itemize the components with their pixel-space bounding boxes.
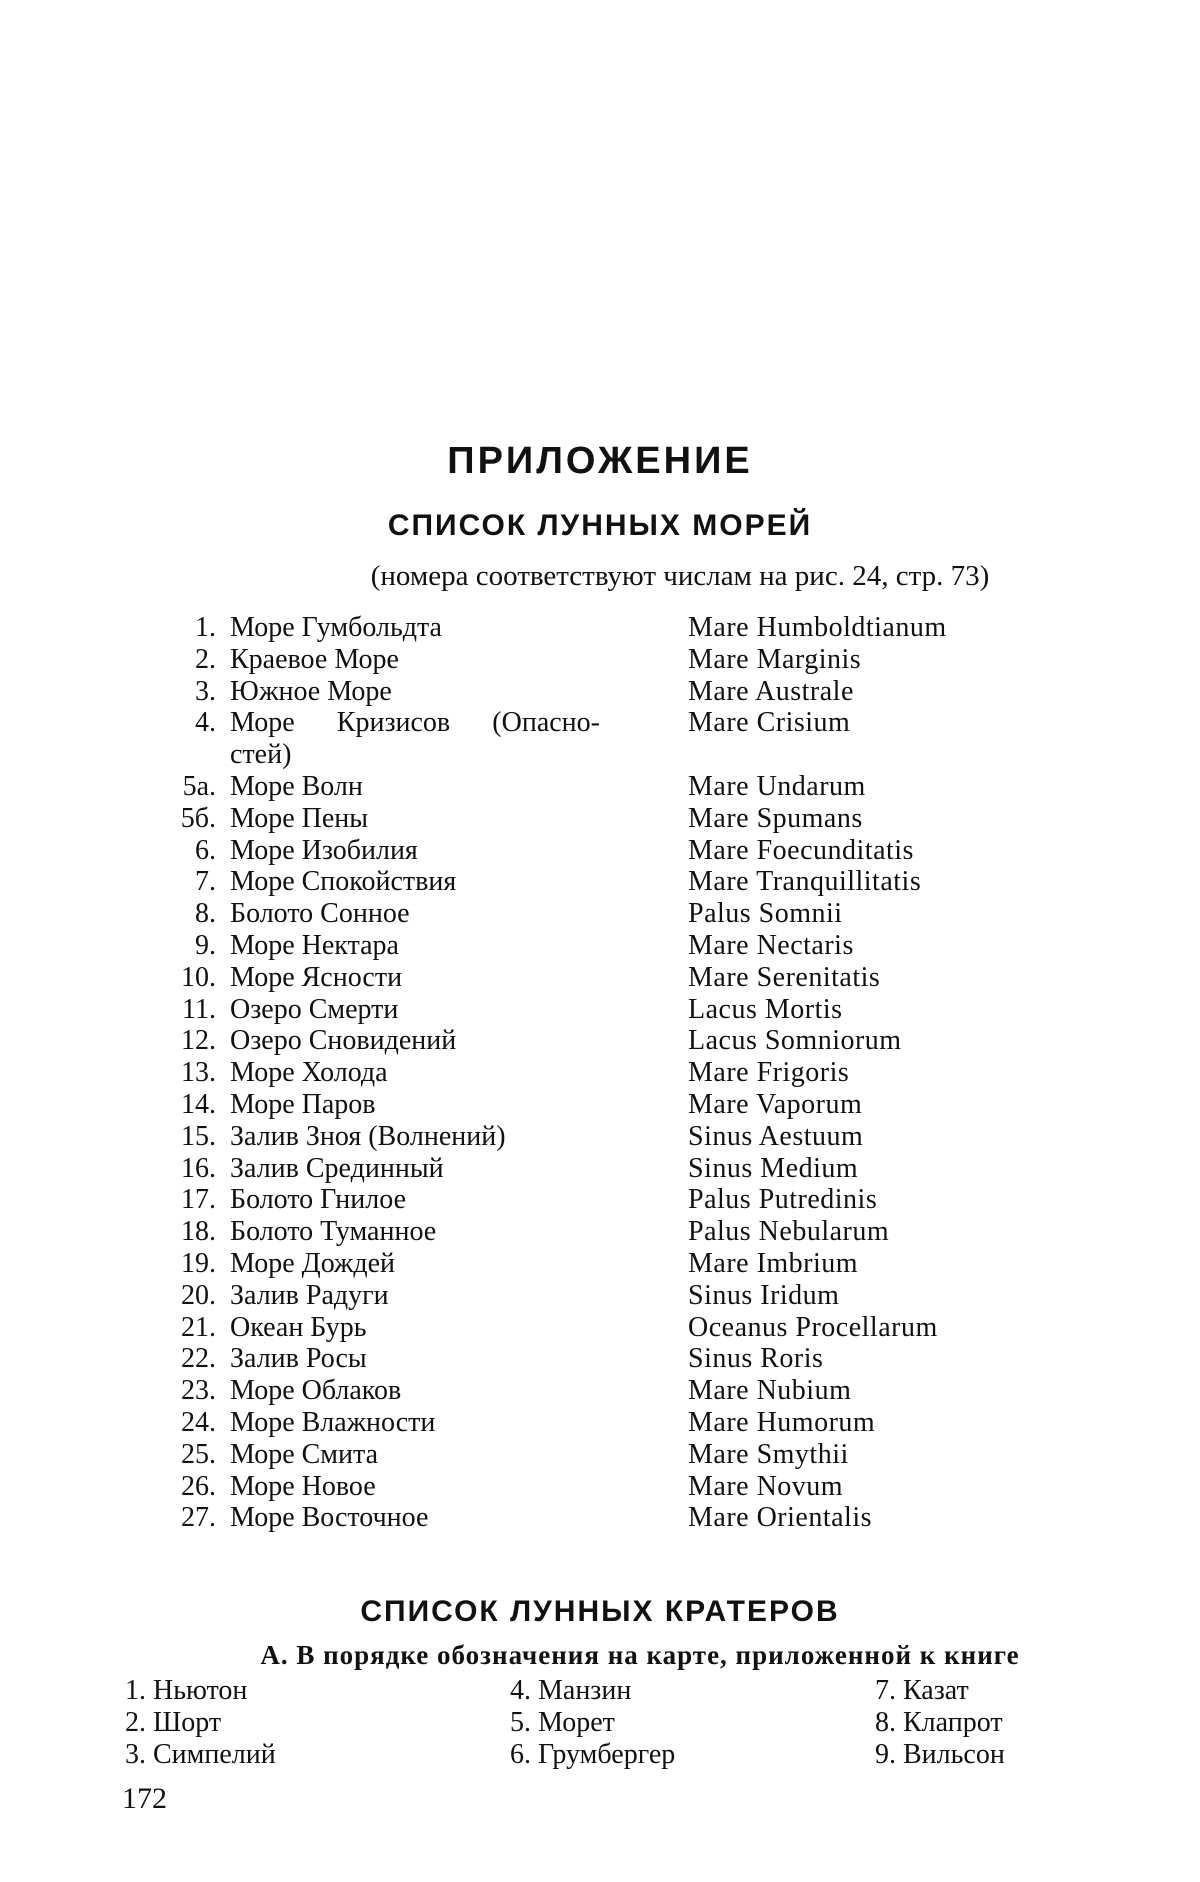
sea-number: 5а. bbox=[182, 770, 216, 802]
sea-number: 12. bbox=[181, 1025, 216, 1057]
sea-name-latin: Mare Tranquillitatis bbox=[688, 866, 922, 898]
craters-list-title: СПИСОК ЛУННЫХ КРАТЕРОВ bbox=[360, 1595, 840, 1628]
sea-row bbox=[150, 962, 1030, 994]
page-number: 172 bbox=[122, 1782, 167, 1815]
crater-row bbox=[125, 1707, 1075, 1739]
sea-name-russian: Болото Туманное bbox=[230, 1216, 437, 1248]
sea-name-latin: Lacus Mortis bbox=[688, 993, 843, 1025]
sea-name-latin: Mare Novum bbox=[688, 1470, 844, 1502]
sea-number: 7. bbox=[195, 866, 216, 898]
sea-name-latin: Mare Australe bbox=[688, 675, 854, 707]
crater-entry: 4. Манзин bbox=[510, 1675, 632, 1706]
sea-name-russian: Залив Радуги bbox=[230, 1279, 389, 1311]
sea-row bbox=[150, 1153, 1030, 1185]
sea-name-latin: Mare Smythii bbox=[688, 1438, 849, 1470]
sea-name-latin: Mare Frigoris bbox=[688, 1057, 850, 1089]
sea-name-latin: Mare Undarum bbox=[688, 770, 866, 802]
sea-name-russian: Море Влажности bbox=[230, 1406, 436, 1438]
sea-number: 6. bbox=[195, 834, 216, 866]
sea-row bbox=[150, 866, 1030, 898]
sea-row bbox=[150, 1121, 1030, 1153]
sea-name-latin: Palus Somnii bbox=[688, 898, 843, 930]
sea-name-russian: Море Спокойствия bbox=[230, 866, 457, 898]
sea-number: 16. bbox=[181, 1152, 216, 1184]
sea-name-russian: Море Паров bbox=[230, 1088, 376, 1120]
sea-name-latin: Mare Foecunditatis bbox=[688, 834, 914, 866]
crater-row bbox=[125, 1739, 1075, 1771]
sea-number: 18. bbox=[181, 1216, 216, 1248]
sea-name-russian: Море Смита bbox=[230, 1438, 379, 1470]
sea-name-russian: Море Восточное bbox=[230, 1502, 429, 1534]
sea-row bbox=[150, 771, 1030, 803]
sea-number: 2. bbox=[195, 643, 216, 675]
sea-name-latin: Mare Marginis bbox=[688, 643, 862, 675]
sea-name-latin: Mare Serenitatis bbox=[688, 961, 881, 993]
sea-row bbox=[150, 1407, 1030, 1439]
sea-row bbox=[150, 1280, 1030, 1312]
sea-number: 21. bbox=[181, 1311, 216, 1343]
seas-list-subtitle: (номера соответствуют числам на рис. 24, стр. 73) bbox=[370, 560, 990, 592]
sea-name-latin: Palus Putredinis bbox=[688, 1184, 878, 1216]
sea-name-latin: Mare Nectaris bbox=[688, 929, 854, 961]
sea-name-latin: Mare Orientalis bbox=[688, 1502, 872, 1534]
sea-number: 15. bbox=[181, 1120, 216, 1152]
sea-number: 10. bbox=[181, 961, 216, 993]
sea-number: 24. bbox=[181, 1406, 216, 1438]
sea-number: 23. bbox=[181, 1375, 216, 1407]
sea-row bbox=[150, 930, 1030, 962]
sea-name-latin: Oceanus Procellarum bbox=[688, 1311, 938, 1343]
sea-name-russian: Залив Росы bbox=[230, 1343, 367, 1375]
sea-row bbox=[150, 707, 1030, 739]
crater-entry: 7. Казат bbox=[875, 1675, 969, 1706]
sea-name-latin: Sinus Aestuum bbox=[688, 1120, 864, 1152]
sea-number: 19. bbox=[181, 1247, 216, 1279]
sea-name-russian: Море Нектара bbox=[230, 929, 399, 961]
sea-row bbox=[150, 1502, 1030, 1534]
sea-name-russian: Краевое Море bbox=[230, 643, 399, 675]
sea-name-russian: Океан Бурь bbox=[230, 1311, 367, 1343]
sea-name-russian: Южное Море bbox=[230, 675, 392, 707]
sea-name-latin: Mare Imbrium bbox=[688, 1247, 859, 1279]
sea-row bbox=[150, 1089, 1030, 1121]
crater-entry: 9. Вильсон bbox=[875, 1739, 1005, 1770]
sea-name-russian: Болото Сонное bbox=[230, 898, 410, 930]
sea-name-continuation bbox=[150, 739, 1030, 771]
sea-number: 13. bbox=[181, 1057, 216, 1089]
sea-name-russian: Озеро Сновидений bbox=[230, 1025, 457, 1057]
sea-name-russian: Море Дождей bbox=[230, 1247, 396, 1279]
sea-name-russian: Залив Зноя (Волнений) bbox=[230, 1120, 506, 1152]
sea-name-russian: Море Волн bbox=[230, 770, 363, 802]
sea-row bbox=[150, 612, 1030, 644]
sea-name-latin: Mare Humorum bbox=[688, 1406, 876, 1438]
crater-entry: 1. Ньютон bbox=[125, 1675, 248, 1706]
sea-row bbox=[150, 1471, 1030, 1503]
appendix-title: ПРИЛОЖЕНИЕ bbox=[447, 440, 753, 482]
sea-name-russian: Море Кризисов (Опасно- bbox=[230, 707, 600, 739]
sea-name-russian: Море Пены bbox=[230, 802, 369, 834]
sea-name-russian: Озеро Смерти bbox=[230, 993, 399, 1025]
sea-row bbox=[150, 1057, 1030, 1089]
crater-entry: 8. Клапрот bbox=[875, 1707, 1003, 1738]
crater-entry: 2. Шорт bbox=[125, 1707, 222, 1738]
sea-name-latin: Mare Vaporum bbox=[688, 1088, 863, 1120]
sea-name-latin: Lacus Somniorum bbox=[688, 1025, 902, 1057]
sea-row bbox=[150, 1312, 1030, 1344]
seas-list-title: СПИСОК ЛУННЫХ МОРЕЙ bbox=[387, 509, 813, 542]
sea-name-russian-cont: стей) bbox=[230, 739, 292, 771]
sea-name-latin: Sinus Iridum bbox=[688, 1279, 840, 1311]
sea-number: 8. bbox=[195, 898, 216, 930]
sea-row bbox=[150, 1375, 1030, 1407]
craters-section-note: А. В порядке обозначения на карте, приложенной к книге bbox=[260, 1640, 1020, 1670]
sea-number: 4. bbox=[195, 707, 216, 739]
sea-row bbox=[150, 1184, 1030, 1216]
sea-number: 5б. bbox=[180, 802, 216, 834]
sea-row bbox=[150, 1439, 1030, 1471]
sea-row bbox=[150, 1343, 1030, 1375]
sea-number: 14. bbox=[181, 1088, 216, 1120]
sea-name-russian: Море Гумбольдта bbox=[230, 612, 442, 643]
sea-name-russian: Море Холода bbox=[230, 1057, 388, 1089]
sea-row bbox=[150, 994, 1030, 1026]
crater-entry: 6. Грумбергер bbox=[510, 1739, 676, 1770]
sea-row bbox=[150, 1025, 1030, 1057]
sea-row bbox=[150, 835, 1030, 867]
sea-name-latin: Sinus Roris bbox=[688, 1343, 824, 1375]
crater-entry: 3. Симпелий bbox=[125, 1739, 276, 1770]
sea-number: 11. bbox=[182, 993, 216, 1025]
sea-name-latin: Mare Humboldtianum bbox=[688, 612, 947, 643]
sea-number: 9. bbox=[195, 929, 216, 961]
sea-name-latin: Mare Crisium bbox=[688, 707, 851, 739]
sea-number: 1. bbox=[195, 612, 216, 643]
sea-row bbox=[150, 644, 1030, 676]
sea-row bbox=[150, 803, 1030, 835]
sea-name-russian: Море Ясности bbox=[230, 961, 403, 993]
sea-number: 26. bbox=[181, 1470, 216, 1502]
sea-name-russian: Море Облаков bbox=[230, 1375, 402, 1407]
sea-number: 20. bbox=[181, 1279, 216, 1311]
sea-number: 27. bbox=[181, 1502, 216, 1534]
sea-number: 22. bbox=[181, 1343, 216, 1375]
sea-row bbox=[150, 898, 1030, 930]
sea-name-russian: Море Изобилия bbox=[230, 834, 418, 866]
crater-entry: 5. Морет bbox=[510, 1707, 615, 1738]
sea-number: 17. bbox=[181, 1184, 216, 1216]
sea-name-russian: Залив Срединный bbox=[230, 1152, 444, 1184]
sea-number: 3. bbox=[195, 675, 216, 707]
seas-table bbox=[150, 612, 1030, 1534]
craters-table bbox=[125, 1675, 1075, 1771]
sea-name-latin: Sinus Medium bbox=[688, 1152, 859, 1184]
sea-row bbox=[150, 1216, 1030, 1248]
sea-name-russian: Болото Гнилое bbox=[230, 1184, 407, 1216]
sea-name-latin: Mare Spumans bbox=[688, 802, 863, 834]
sea-row bbox=[150, 1248, 1030, 1280]
crater-row bbox=[125, 1675, 1075, 1707]
sea-name-latin: Mare Nubium bbox=[688, 1375, 852, 1407]
sea-row bbox=[150, 676, 1030, 708]
sea-number: 25. bbox=[181, 1438, 216, 1470]
sea-name-russian: Море Новое bbox=[230, 1470, 376, 1502]
sea-name-latin: Palus Nebularum bbox=[688, 1216, 890, 1248]
